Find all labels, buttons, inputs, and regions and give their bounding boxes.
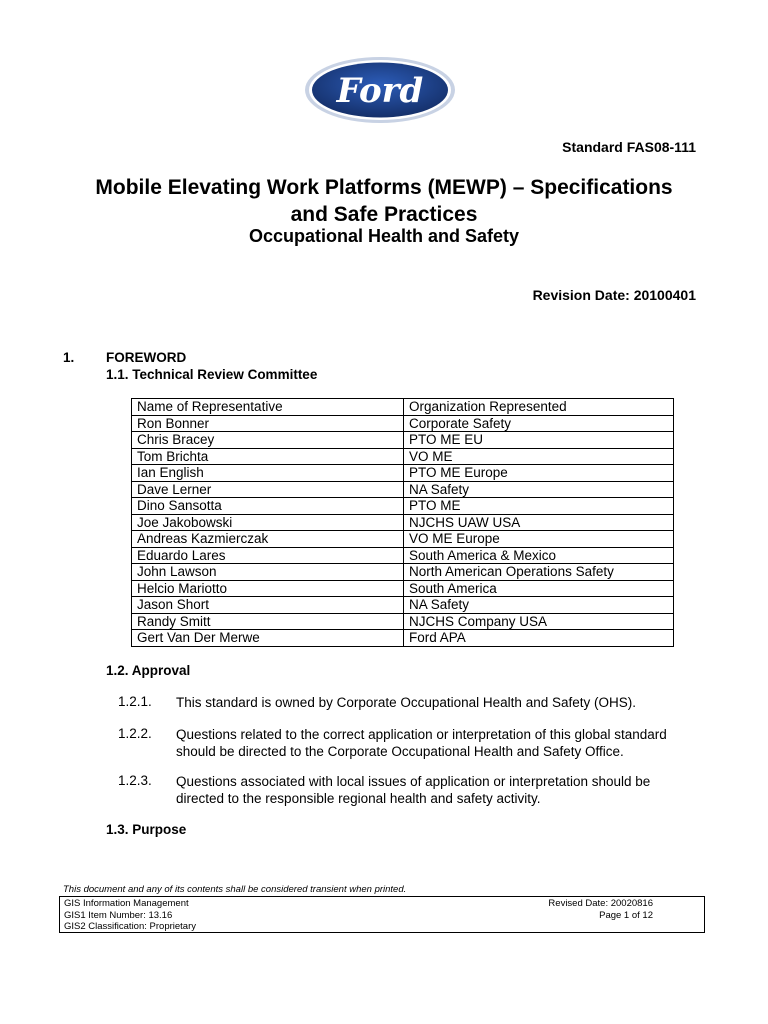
representative-name-cell: Eduardo Lares	[132, 547, 404, 564]
representative-name-cell: Jason Short	[132, 597, 404, 614]
approval-item-line: Questions associated with local issues of application or interpretation should be	[176, 774, 651, 789]
standard-number: Standard FAS08-111	[562, 139, 696, 155]
representative-name-cell: Andreas Kazmierczak	[132, 531, 404, 548]
footer-revised-date: Revised Date: 20020816	[548, 898, 653, 909]
organization-cell: PTO ME Europe	[404, 465, 674, 482]
representative-name-cell: John Lawson	[132, 564, 404, 581]
representative-name-cell: Chris Bracey	[132, 432, 404, 449]
footer-transient-note: This document and any of its contents shall be considered transient when printed.	[63, 884, 407, 895]
representative-name-cell: Gert Van Der Merwe	[132, 630, 404, 647]
document-subtitle: Occupational Health and Safety	[248, 226, 520, 246]
approval-item-line: Questions related to the correct application or interpretation of this global standard	[176, 727, 667, 742]
organization-cell: VO ME	[404, 448, 674, 465]
table-row	[132, 465, 674, 482]
ford-oval-icon	[304, 56, 456, 124]
organization-cell: South America	[404, 580, 674, 597]
table-row	[132, 564, 674, 581]
table-row	[132, 415, 674, 432]
document-title	[40, 174, 728, 228]
approval-item-line: This standard is owned by Corporate Occupational Health and Safety (OHS).	[176, 695, 636, 710]
footer-page-number: Page 1 of 12	[599, 909, 653, 921]
approval-heading: 1.2. Approval	[106, 663, 191, 678]
representative-name-cell: Randy Smitt	[132, 613, 404, 630]
organization-cell: PTO ME	[404, 498, 674, 515]
footer-box	[59, 896, 705, 933]
organization-cell: NA Safety	[404, 481, 674, 498]
footer-info-line: GIS1 Item Number: 13.16	[64, 909, 173, 921]
footer-info-line: GIS2 Classification: Proprietary	[64, 921, 196, 932]
organization-cell: NA Safety	[404, 597, 674, 614]
representative-name-cell: Joe Jakobowski	[132, 514, 404, 531]
table-row	[132, 498, 674, 515]
table-row	[132, 580, 674, 597]
representative-name-cell: Helcio Mariotto	[132, 580, 404, 597]
organization-cell: NJCHS Company USA	[404, 613, 674, 630]
organization-cell: NJCHS UAW USA	[404, 514, 674, 531]
table-row	[132, 448, 674, 465]
organization-cell: Corporate Safety	[404, 415, 674, 432]
ford-logo	[304, 56, 456, 124]
representative-name-cell: Ian English	[132, 465, 404, 482]
table-row	[132, 630, 674, 647]
table-header-row	[132, 399, 674, 416]
footer-info-line: GIS Information Management	[64, 898, 189, 909]
table-row	[132, 481, 674, 498]
footer-left	[64, 898, 196, 933]
ford-logo-text: Ford	[336, 71, 424, 111]
approval-item-text	[176, 694, 706, 711]
approval-item-line: directed to the responsible regional health and safety activity.	[176, 791, 541, 806]
revision-date: Revision Date: 20100401	[532, 287, 696, 303]
representative-name-cell: Dino Sansotta	[132, 498, 404, 515]
approval-item-number: 1.2.1.	[118, 694, 152, 709]
title-line-1: Mobile Elevating Work Platforms (MEWP) – Specifications	[95, 176, 673, 199]
representative-name-cell: Tom Brichta	[132, 448, 404, 465]
table-row	[132, 432, 674, 449]
column-header-organization: Organization Represented	[404, 399, 674, 416]
footer-right	[548, 898, 653, 921]
organization-cell: South America & Mexico	[404, 547, 674, 564]
approval-item-line: should be directed to the Corporate Occupational Health and Safety Office.	[176, 744, 624, 759]
representative-name-cell: Ron Bonner	[132, 415, 404, 432]
section-title: FOREWORD	[106, 350, 187, 365]
organization-cell: North American Operations Safety	[404, 564, 674, 581]
table-row	[132, 531, 674, 548]
committee-heading: 1.1. Technical Review Committee	[106, 367, 318, 382]
approval-item-number: 1.2.2.	[118, 726, 152, 741]
organization-cell: VO ME Europe	[404, 531, 674, 548]
table-row	[132, 597, 674, 614]
table-row	[132, 547, 674, 564]
organization-cell: PTO ME EU	[404, 432, 674, 449]
section-number: 1.	[63, 350, 75, 365]
table-row	[132, 514, 674, 531]
approval-item-text	[176, 773, 706, 807]
table-row	[132, 613, 674, 630]
organization-cell: Ford APA	[404, 630, 674, 647]
purpose-heading: 1.3. Purpose	[106, 822, 187, 837]
representative-name-cell: Dave Lerner	[132, 481, 404, 498]
committee-table	[131, 398, 674, 647]
approval-item-number: 1.2.3.	[118, 773, 152, 788]
approval-item-text	[176, 726, 706, 760]
column-header-name: Name of Representative	[132, 399, 404, 416]
title-line-2: and Safe Practices	[290, 203, 478, 226]
